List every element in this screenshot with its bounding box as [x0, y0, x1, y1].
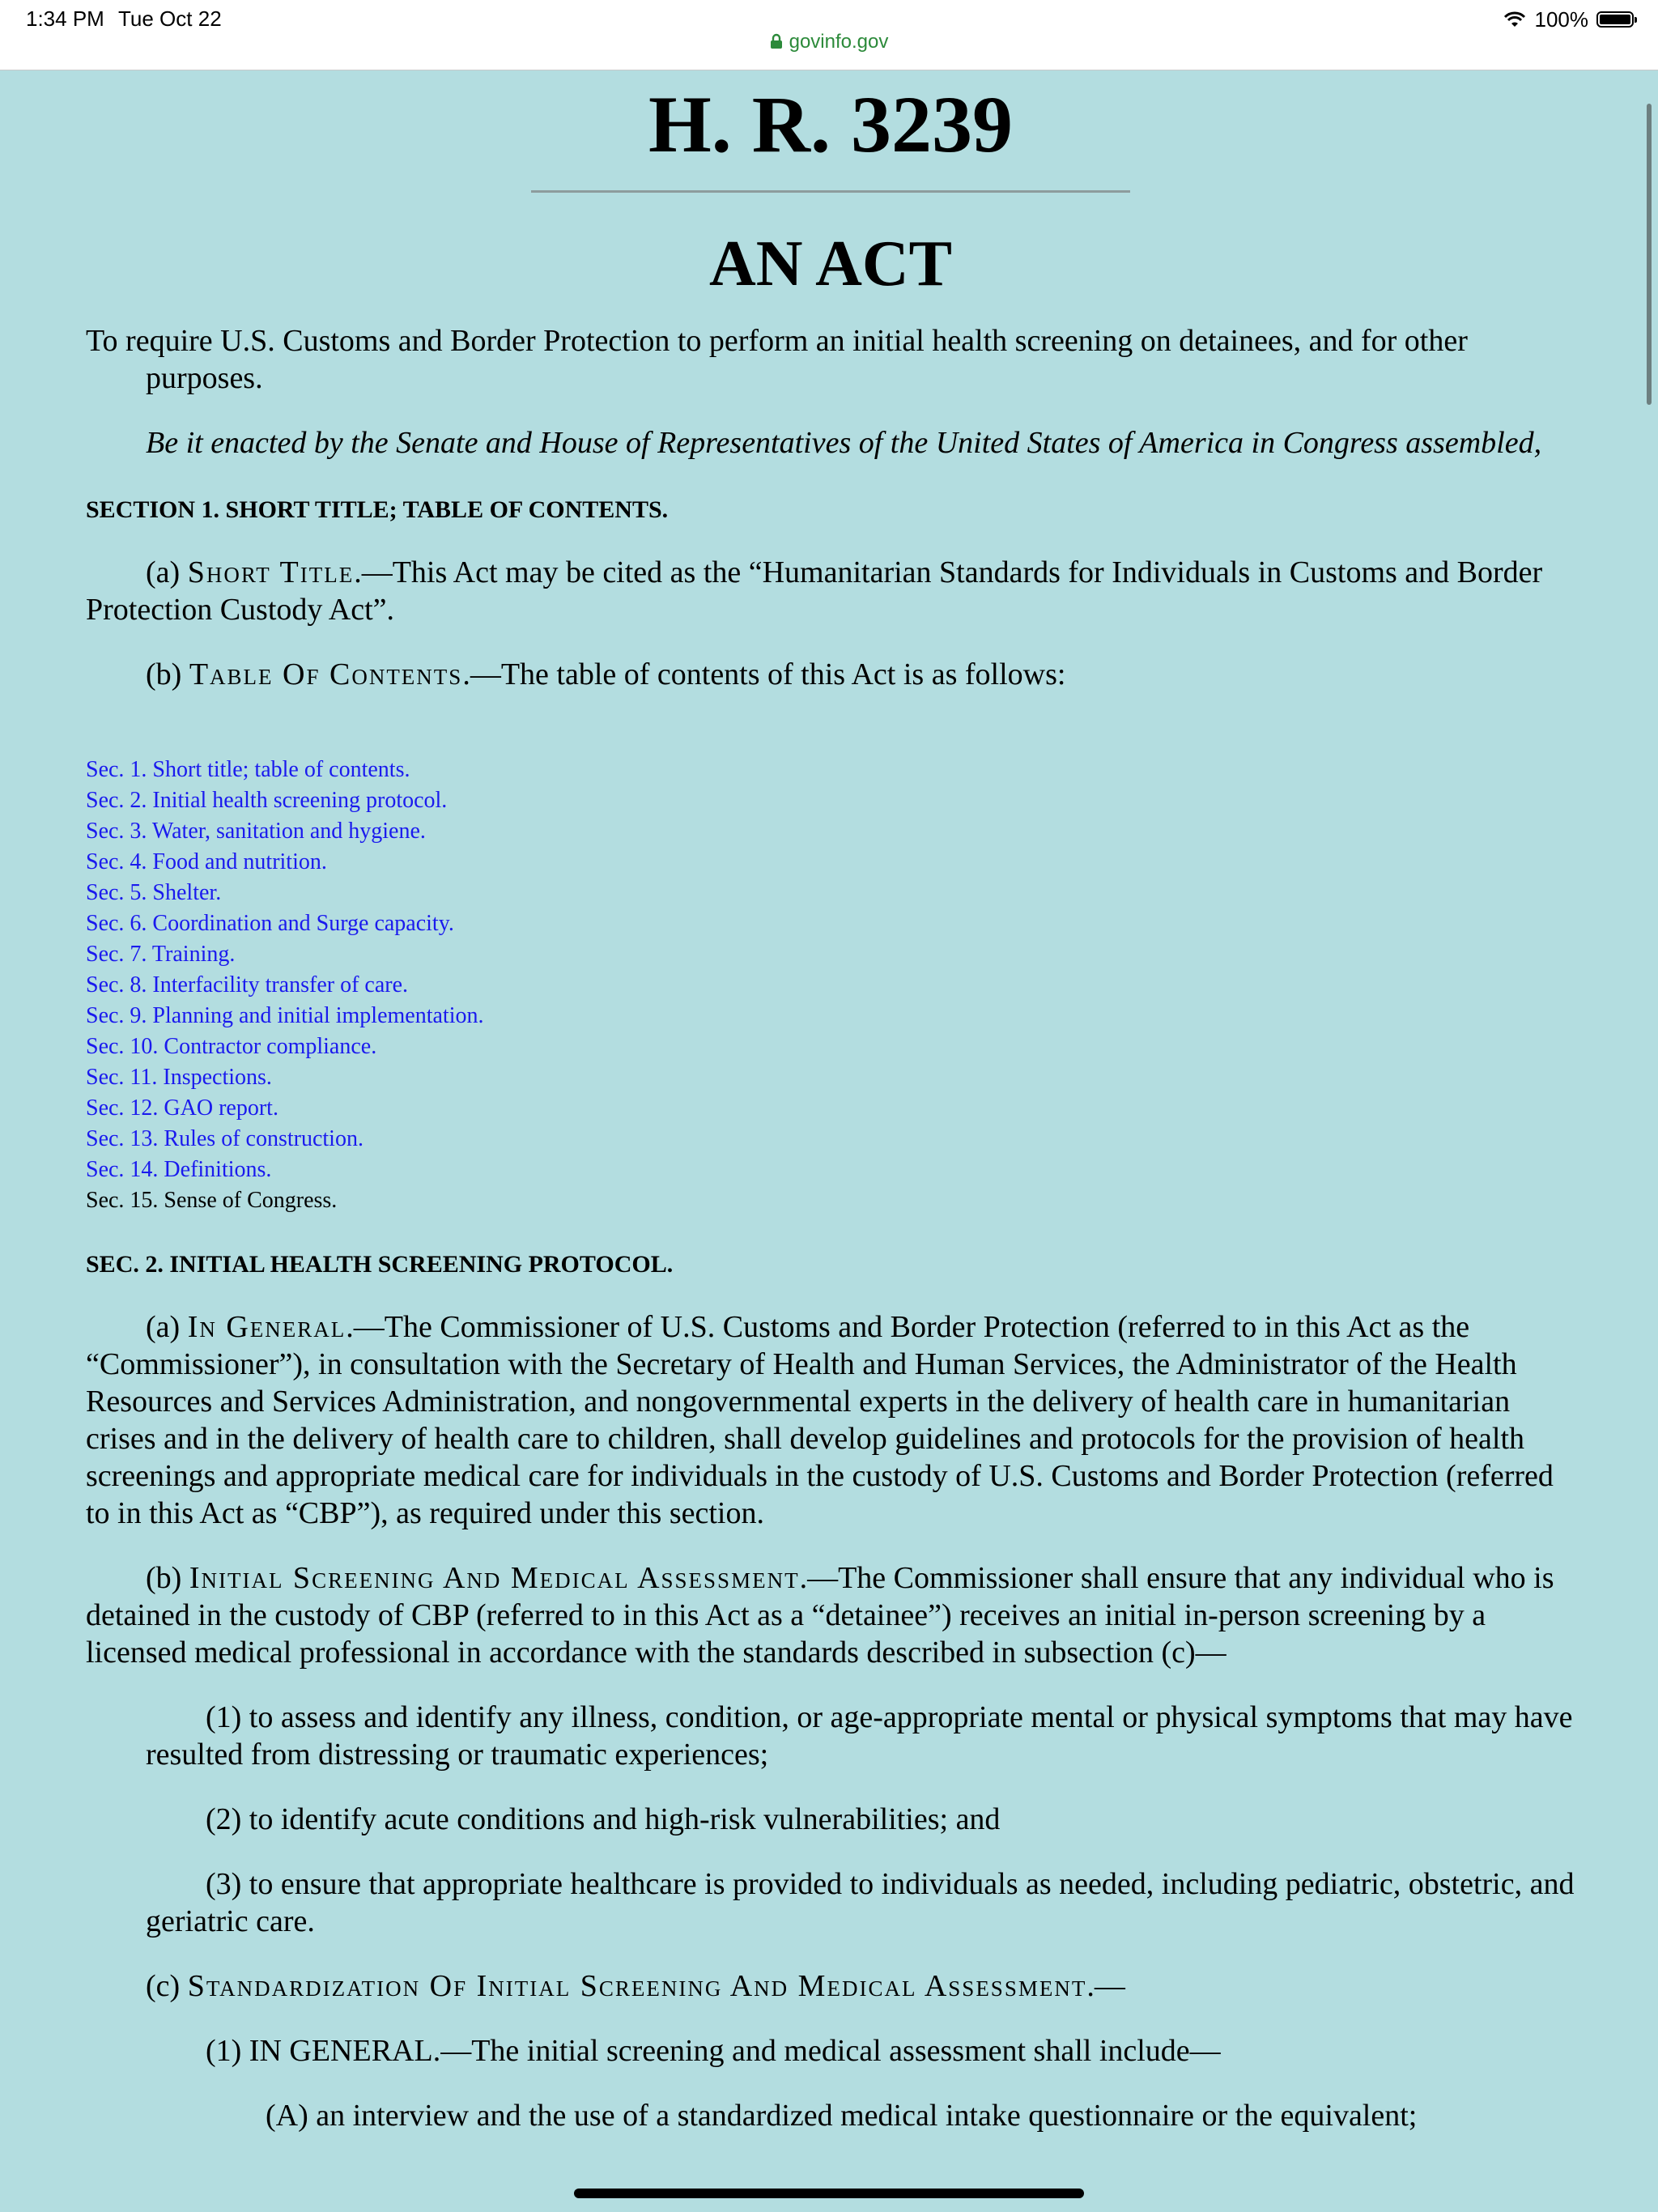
toc-link-sec-1[interactable]: Sec. 1. Short title; table of contents.: [86, 757, 410, 782]
scrollbar[interactable]: [1647, 104, 1652, 405]
section-2b-3: (3) to ensure that appropriate healthcare is provided to individuals as needed, including pediatric, obstetric, and geriatric care.: [146, 1867, 1575, 1938]
section-2-heading: SEC. 2. INITIAL HEALTH SCREENING PROTOCOL.: [86, 1251, 674, 1278]
toc-link-sec-7[interactable]: Sec. 7. Training.: [86, 942, 236, 967]
section-2c-1: (1) IN GENERAL.—The initial screening and medical assessment shall include—: [206, 2034, 1221, 2068]
toc-link-sec-13[interactable]: Sec. 13. Rules of construction.: [86, 1126, 363, 1151]
section-1a: (a) Short Title.—This Act may be cited as the “Humanitarian Standards for Individuals in Customs and Border Protection Custody Act”.: [86, 555, 1543, 627]
toc-link-sec-9[interactable]: Sec. 9. Planning and initial implementation.: [86, 1003, 484, 1028]
section-2c-1-A: (A) an interview and the use of a standardized medical intake questionnaire or the equivalent;: [266, 2099, 1418, 2133]
wifi-icon: [1503, 11, 1527, 28]
battery-percent: 100%: [1534, 6, 1588, 32]
status-indicators: [1503, 6, 1635, 32]
section-2c: (c) Standardization Of Initial Screening And Medical Assessment.—: [146, 1969, 1125, 2003]
bill-number: H. R. 3239: [648, 79, 1013, 169]
home-indicator[interactable]: [574, 2189, 1084, 2198]
enacting-clause: Be it enacted by the Senate and House of Representatives of the United States of America in Congress assembled,: [146, 426, 1542, 460]
bill-purpose: To require U.S. Customs and Border Protection to perform an initial health screening on detainees, and for other purposes.: [86, 324, 1468, 395]
toc-link-sec-10[interactable]: Sec. 10. Contractor compliance.: [86, 1034, 377, 1059]
section-1b-heading: Table Of Contents: [189, 657, 463, 691]
toc-link-sec-12[interactable]: Sec. 12. GAO report.: [86, 1095, 278, 1121]
section-2a: (a) In General.—The Commissioner of U.S. Customs and Border Protection (referred to in this Act as the “Commissioner”), in consultation with the Secretary of Health and Human Services, the Administrator of the Health Resources and Services Administration, and nongovernmental experts in the delivery of health care in humanitarian crises and in the delivery of health care to children, shall develop guidelines and protocols for the provision of health screenings and appropriate medical care for individuals in the custody of U.S. Customs and Border Protection (referred to in this Act as “CBP”), as required under this section.: [86, 1310, 1554, 1530]
section-2b-1: (1) to assess and identify any illness, condition, or age-appropriate mental or physical symptoms that may have resulted from distressing or traumatic experiences;: [146, 1700, 1573, 1772]
battery-fill: [1600, 15, 1630, 24]
address-bar[interactable]: [0, 31, 1658, 53]
section-1a-heading: Short Title: [187, 555, 355, 589]
lock-icon: [770, 33, 783, 49]
section-2a-heading: In General: [187, 1310, 346, 1344]
browser-top-bar: [0, 0, 1658, 70]
toc-link-sec-4[interactable]: Sec. 4. Food and nutrition.: [86, 849, 327, 874]
toc-link-sec-8[interactable]: Sec. 8. Interfacility transfer of care.: [86, 972, 409, 998]
toc-item-sec-15: Sec. 15. Sense of Congress.: [86, 1188, 338, 1213]
act-title: AN ACT: [708, 228, 953, 300]
toc-link-sec-11[interactable]: Sec. 11. Inspections.: [86, 1065, 272, 1090]
toc-link-sec-14[interactable]: Sec. 14. Definitions.: [86, 1157, 272, 1182]
section-2b: (b) Initial Screening And Medical Assessment.—The Commissioner shall ensure that any individual who is detained in the custody of CBP (referred to in this Act as a “detainee”) receives an initial in-person screening by a licensed medical professional in accordance with the standards described in subsection (c)—: [86, 1561, 1554, 1670]
bill-document: [86, 70, 1575, 2134]
toc-link-sec-6[interactable]: Sec. 6. Coordination and Surge capacity.: [86, 911, 454, 936]
section-2c-heading: Standardization Of Initial Screening And Medical Assessment: [187, 1969, 1087, 2003]
toc-link-sec-5[interactable]: Sec. 5. Shelter.: [86, 880, 222, 905]
title-divider: [531, 190, 1130, 193]
status-date: Tue Oct 22: [118, 6, 222, 31]
section-1b: (b) Table Of Contents.—The table of contents of this Act is as follows:: [146, 657, 1066, 691]
table-of-contents: [86, 755, 1575, 1216]
battery-icon: [1596, 11, 1634, 28]
address-domain: govinfo.gov: [789, 31, 889, 53]
section-2b-heading: Initial Screening And Medical Assessment: [189, 1561, 800, 1595]
section-2b-2: (2) to identify acute conditions and high-risk vulnerabilities; and: [206, 1802, 1001, 1836]
toc-link-sec-3[interactable]: Sec. 3. Water, sanitation and hygiene.: [86, 819, 426, 844]
status-time: 1:34 PM: [26, 6, 104, 31]
toc-link-sec-2[interactable]: Sec. 2. Initial health screening protocol.: [86, 788, 448, 813]
section-1-heading: SECTION 1. SHORT TITLE; TABLE OF CONTENTS.: [86, 496, 669, 523]
